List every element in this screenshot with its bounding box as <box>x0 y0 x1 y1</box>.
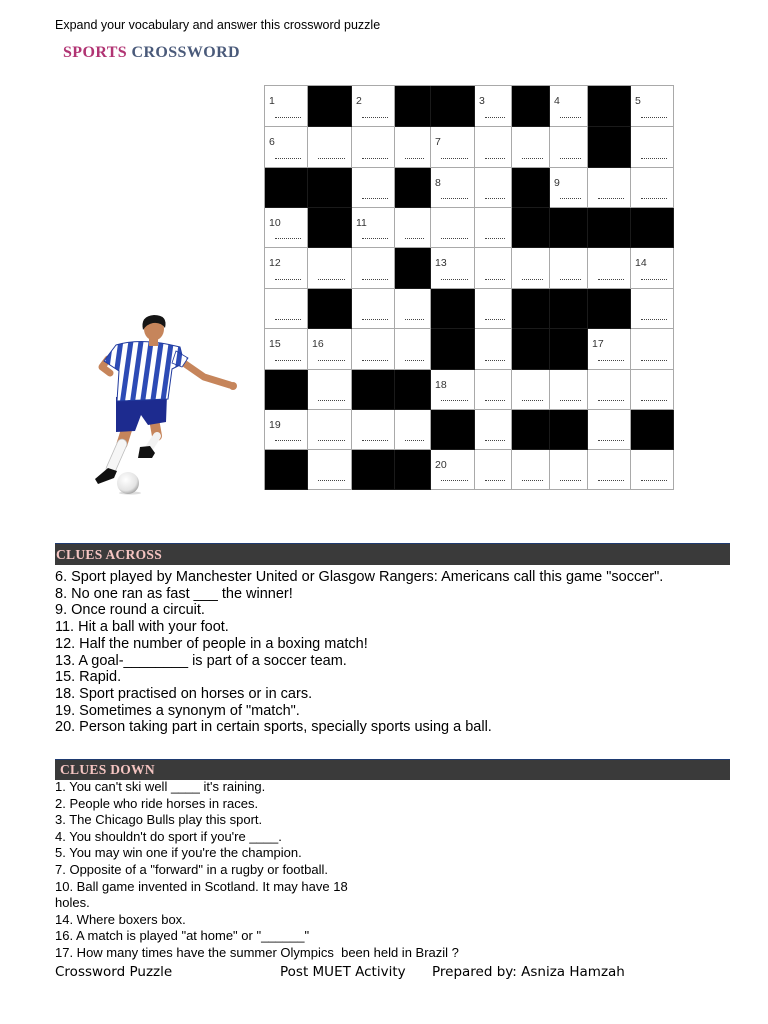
crossword-cell <box>395 208 431 248</box>
crossword-black-cell <box>631 410 674 450</box>
answer-dotted-line <box>318 480 345 481</box>
crossword-black-cell <box>395 168 431 208</box>
answer-dotted-line <box>362 238 388 239</box>
crossword-cell <box>475 289 512 329</box>
clue-number: 9 <box>554 177 560 189</box>
crossword-cell <box>475 450 512 490</box>
answer-dotted-line <box>318 279 345 280</box>
crossword-cell <box>395 410 431 450</box>
clue-item: 17. How many times have the summer Olympics been held in Brazil ? <box>55 944 459 960</box>
player-boot <box>95 468 117 484</box>
crossword-cell <box>431 450 475 490</box>
clues-down-list <box>55 779 459 962</box>
crossword-cell <box>265 248 308 289</box>
answer-dotted-line <box>485 480 505 481</box>
answer-dotted-line <box>598 400 624 401</box>
player-right-arm <box>172 351 237 390</box>
answer-dotted-line <box>641 400 667 401</box>
clue-number: 13 <box>435 257 447 269</box>
answer-dotted-line <box>522 400 543 401</box>
answer-dotted-line <box>522 158 543 159</box>
crossword-cell <box>475 127 512 168</box>
crossword-cell <box>308 370 352 410</box>
answer-dotted-line <box>405 440 424 441</box>
answer-dotted-line <box>641 198 667 199</box>
answer-dotted-line <box>362 158 388 159</box>
answer-dotted-line <box>560 198 581 199</box>
crossword-cell <box>512 127 550 168</box>
page-title <box>63 43 240 63</box>
answer-dotted-line <box>641 158 667 159</box>
answer-dotted-line <box>275 319 301 320</box>
crossword-grid <box>264 85 674 490</box>
answer-dotted-line <box>275 360 301 361</box>
answer-dotted-line <box>641 279 667 280</box>
crossword-cell <box>352 289 395 329</box>
crossword-black-cell <box>431 86 475 127</box>
clue-item: 9. Once round a circuit. <box>55 602 205 619</box>
clue-number: 15 <box>269 338 281 350</box>
crossword-cell <box>265 208 308 248</box>
answer-dotted-line <box>362 279 388 280</box>
answer-dotted-line <box>275 440 301 441</box>
crossword-cell <box>352 248 395 289</box>
clue-item: 6. Sport played by Manchester United or Glasgow Rangers: Americans call this game "soccer". <box>55 569 664 585</box>
crossword-cell <box>308 329 352 370</box>
clue-number: 16 <box>312 338 324 350</box>
clue-item: 7. Opposite of a "forward" in a rugby or football. <box>55 861 328 877</box>
crossword-cell <box>550 248 588 289</box>
clue-number: 2 <box>356 95 362 107</box>
crossword-black-cell <box>265 450 308 490</box>
crossword-black-cell <box>308 289 352 329</box>
crossword-cell <box>588 450 631 490</box>
footer-activity: Post MUET Activity <box>280 964 406 980</box>
answer-dotted-line <box>560 480 581 481</box>
clue-item: 11. Hit a ball with your foot. <box>55 619 229 636</box>
crossword-black-cell <box>308 86 352 127</box>
crossword-cell <box>265 86 308 127</box>
crossword-cell <box>631 329 674 370</box>
crossword-black-cell <box>512 168 550 208</box>
clue-number: 4 <box>554 95 560 107</box>
answer-dotted-line <box>441 400 468 401</box>
clue-item: 8. No one ran as fast ___ the winner! <box>55 585 293 602</box>
answer-dotted-line <box>275 238 301 239</box>
clue-number: 6 <box>269 136 275 148</box>
clue-number: 14 <box>635 257 647 269</box>
clue-item: 14. Where boxers box. <box>55 911 186 927</box>
answer-dotted-line <box>485 158 505 159</box>
clue-item: 13. A goal-________ is part of a soccer team. <box>55 652 347 669</box>
crossword-cell <box>308 127 352 168</box>
answer-dotted-line <box>275 158 301 159</box>
answer-dotted-line <box>362 440 388 441</box>
answer-dotted-line <box>641 319 667 320</box>
crossword-cell <box>512 370 550 410</box>
crossword-cell <box>475 410 512 450</box>
crossword-cell <box>431 127 475 168</box>
clues-across-list <box>55 569 663 736</box>
answer-dotted-line <box>362 360 388 361</box>
crossword-black-cell <box>512 208 550 248</box>
clue-item: 4. You shouldn't do sport if you're ____. <box>55 828 282 844</box>
crossword-cell <box>631 86 674 127</box>
crossword-cell <box>352 86 395 127</box>
answer-dotted-line <box>441 238 468 239</box>
answer-dotted-line <box>598 198 624 199</box>
answer-dotted-line <box>318 440 345 441</box>
answer-dotted-line <box>318 158 345 159</box>
crossword-cell <box>512 450 550 490</box>
clue-number: 20 <box>435 459 447 471</box>
crossword-black-cell <box>512 329 550 370</box>
instruction-text: Expand your vocabulary and answer this crossword puzzle <box>55 18 381 32</box>
crossword-black-cell <box>550 208 588 248</box>
crossword-cell <box>265 329 308 370</box>
crossword-cell <box>308 450 352 490</box>
crossword-cell <box>475 168 512 208</box>
answer-dotted-line <box>441 279 468 280</box>
crossword-black-cell <box>395 370 431 410</box>
clue-number: 1 <box>269 95 275 107</box>
crossword-cell <box>475 329 512 370</box>
clues-down-heading: CLUES DOWN <box>60 762 155 777</box>
soccer-player-illustration <box>92 313 242 495</box>
crossword-cell <box>475 208 512 248</box>
answer-dotted-line <box>485 400 505 401</box>
player-back-leg <box>138 419 157 458</box>
answer-dotted-line <box>598 440 624 441</box>
clue-item: 5. You may win one if you're the champion. <box>55 845 302 861</box>
clue-number: 17 <box>592 338 604 350</box>
answer-dotted-line <box>485 198 505 199</box>
clue-number: 11 <box>356 217 367 229</box>
answer-dotted-line <box>362 117 388 118</box>
clue-number: 8 <box>435 177 441 189</box>
clue-number: 3 <box>479 95 485 107</box>
crossword-cell <box>308 410 352 450</box>
crossword-cell <box>631 450 674 490</box>
crossword-black-cell <box>308 168 352 208</box>
clue-item: 10. Ball game invented in Scotland. It may have 18 holes. <box>55 878 348 911</box>
answer-dotted-line <box>275 279 301 280</box>
crossword-black-cell <box>588 208 631 248</box>
crossword-black-cell <box>631 208 674 248</box>
crossword-cell <box>631 168 674 208</box>
crossword-cell <box>352 329 395 370</box>
crossword-black-cell <box>395 450 431 490</box>
crossword-cell <box>631 370 674 410</box>
crossword-cell <box>265 289 308 329</box>
answer-dotted-line <box>485 360 505 361</box>
crossword-cell <box>395 289 431 329</box>
crossword-cell <box>308 248 352 289</box>
crossword-cell <box>588 329 631 370</box>
crossword-cell <box>512 248 550 289</box>
crossword-black-cell <box>431 410 475 450</box>
clues-down-header <box>55 759 730 780</box>
crossword-cell <box>631 248 674 289</box>
answer-dotted-line <box>485 319 505 320</box>
clues-across-heading: CLUES ACROSS <box>56 547 163 562</box>
clue-item: 16. A match is played "at home" or "______" <box>55 928 310 944</box>
answer-dotted-line <box>441 158 468 159</box>
clue-number: 19 <box>269 419 281 431</box>
crossword-cell <box>550 86 588 127</box>
answer-dotted-line <box>485 279 505 280</box>
footer-title: Crossword Puzzle <box>55 964 173 980</box>
crossword-cell <box>550 450 588 490</box>
crossword-black-cell <box>550 289 588 329</box>
crossword-black-cell <box>395 248 431 289</box>
crossword-black-cell <box>512 410 550 450</box>
crossword-cell <box>395 329 431 370</box>
answer-dotted-line <box>405 360 424 361</box>
crossword-cell <box>265 410 308 450</box>
crossword-black-cell <box>431 329 475 370</box>
crossword-cell <box>550 370 588 410</box>
answer-dotted-line <box>405 238 424 239</box>
clues-across-header <box>55 543 730 565</box>
clue-number: 10 <box>269 217 281 229</box>
answer-dotted-line <box>441 480 468 481</box>
clue-item: 3. The Chicago Bulls play this sport. <box>55 812 263 828</box>
crossword-black-cell <box>431 289 475 329</box>
crossword-cell <box>588 248 631 289</box>
title-crossword: CROSSWORD <box>131 44 241 61</box>
title-sports: SPORTS <box>63 44 128 61</box>
crossword-cell <box>352 168 395 208</box>
player-jersey <box>104 341 184 401</box>
clue-number: 12 <box>269 257 281 269</box>
answer-dotted-line <box>598 360 624 361</box>
answer-dotted-line <box>560 158 581 159</box>
clue-item: 20. Person taking part in certain sports, specially sports using a ball. <box>55 719 492 736</box>
answer-dotted-line <box>522 279 543 280</box>
clue-item: 12. Half the number of people in a boxing match! <box>55 635 368 652</box>
answer-dotted-line <box>485 440 505 441</box>
crossword-cell <box>588 370 631 410</box>
crossword-black-cell <box>512 86 550 127</box>
clue-item: 19. Sometimes a synonym of "match". <box>55 702 300 719</box>
answer-dotted-line <box>560 400 581 401</box>
crossword-cell <box>431 248 475 289</box>
answer-dotted-line <box>641 117 667 118</box>
crossword-black-cell <box>588 289 631 329</box>
crossword-cell <box>588 410 631 450</box>
crossword-black-cell <box>265 370 308 410</box>
answer-dotted-line <box>441 198 468 199</box>
crossword-cell <box>475 248 512 289</box>
clue-item: 18. Sport practised on horses or in cars. <box>55 685 313 702</box>
crossword-black-cell <box>588 86 631 127</box>
answer-dotted-line <box>405 158 424 159</box>
answer-dotted-line <box>598 480 624 481</box>
crossword-cell <box>631 289 674 329</box>
crossword-cell <box>431 208 475 248</box>
crossword-black-cell <box>352 370 395 410</box>
answer-dotted-line <box>362 198 388 199</box>
answer-dotted-line <box>362 319 388 320</box>
crossword-cell <box>352 127 395 168</box>
answer-dotted-line <box>641 480 667 481</box>
clue-item: 1. You can't ski well ____ it's raining. <box>55 779 266 794</box>
crossword-cell <box>475 86 512 127</box>
crossword-cell <box>550 168 588 208</box>
clue-number: 7 <box>435 136 441 148</box>
crossword-cell <box>431 168 475 208</box>
crossword-cell <box>588 168 631 208</box>
clue-number: 18 <box>435 379 447 391</box>
footer-author: Prepared by: Asniza Hamzah <box>432 964 625 980</box>
answer-dotted-line <box>641 360 667 361</box>
crossword-black-cell <box>265 168 308 208</box>
answer-dotted-line <box>598 279 624 280</box>
clue-number: 5 <box>635 95 641 107</box>
clue-item: 15. Rapid. <box>55 669 122 686</box>
crossword-cell <box>265 127 308 168</box>
answer-dotted-line <box>560 117 581 118</box>
crossword-cell <box>352 208 395 248</box>
answer-dotted-line <box>275 117 301 118</box>
crossword-black-cell <box>550 329 588 370</box>
crossword-black-cell <box>512 289 550 329</box>
answer-dotted-line <box>522 480 543 481</box>
crossword-black-cell <box>308 208 352 248</box>
answer-dotted-line <box>485 238 505 239</box>
answer-dotted-line <box>560 279 581 280</box>
crossword-black-cell <box>352 450 395 490</box>
answer-dotted-line <box>485 117 505 118</box>
answer-dotted-line <box>318 360 345 361</box>
crossword-cell <box>550 127 588 168</box>
crossword-cell <box>395 127 431 168</box>
soccer-ball-icon <box>117 472 141 495</box>
crossword-cell <box>631 127 674 168</box>
answer-dotted-line <box>318 400 345 401</box>
clue-item: 2. People who ride horses in races. <box>55 795 259 811</box>
crossword-black-cell <box>588 127 631 168</box>
crossword-cell <box>431 370 475 410</box>
crossword-black-cell <box>550 410 588 450</box>
crossword-black-cell <box>395 86 431 127</box>
crossword-cell <box>475 370 512 410</box>
crossword-cell <box>352 410 395 450</box>
answer-dotted-line <box>405 319 424 320</box>
